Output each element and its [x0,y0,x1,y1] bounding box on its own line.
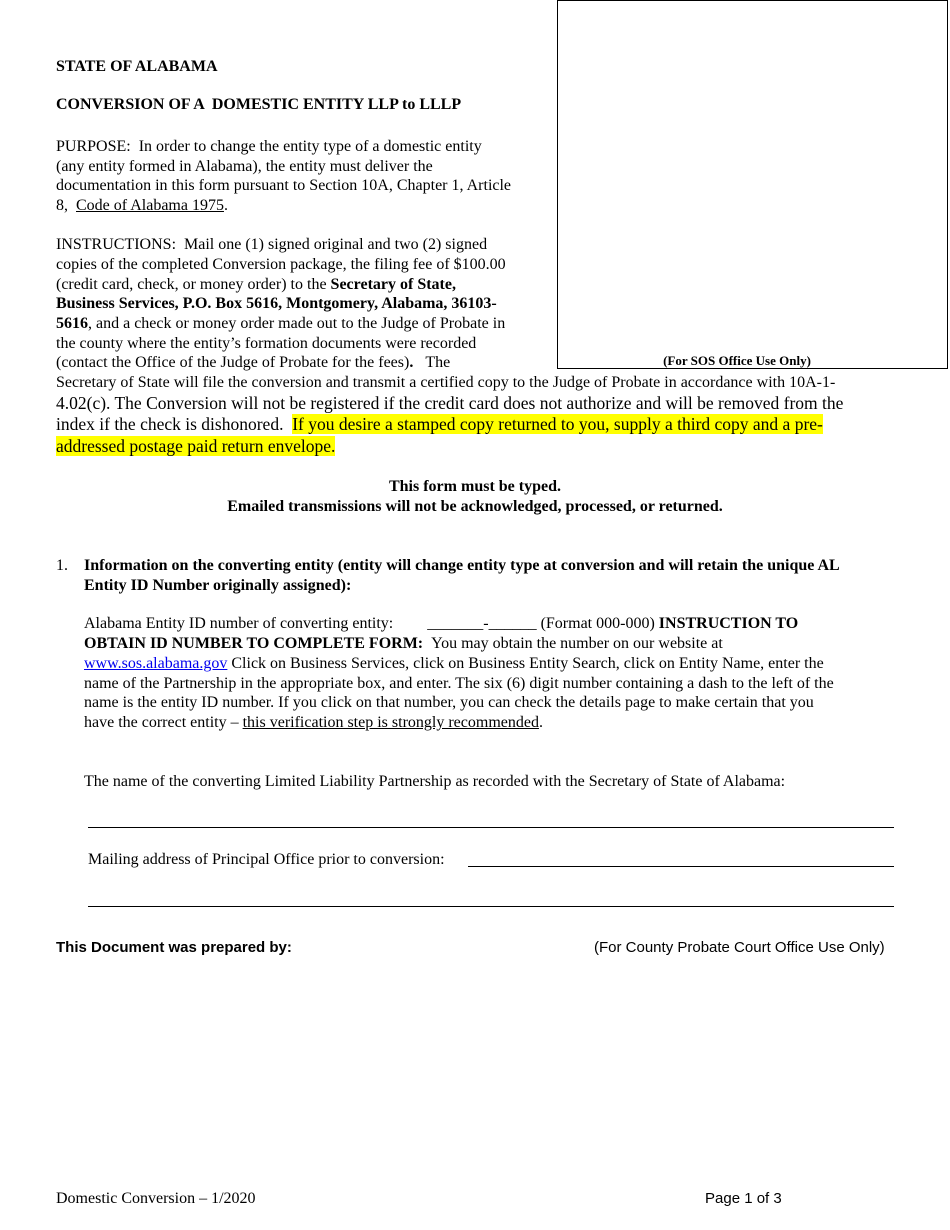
form-title: CONVERSION OF A DOMESTIC ENTITY LLP to LLLP [56,96,462,113]
instructions-line-1 [56,235,487,255]
purpose-text-4: 8, [56,197,68,214]
entity-id-text-3: Click on Business Services, click on Business Entity Search, click on Entity Name, enter the [231,655,824,672]
highlight-text-1: If you desire a stamped copy returned to you, supply a third copy and a pre- [292,414,823,434]
typed-notice: This form must be typed. [388,478,561,495]
entity-id-line-5: name is the entity ID number. If you click on that number, you can check the details page to make certain that you [84,694,814,711]
mailing-address-field-2[interactable] [88,906,894,907]
purpose-line-3: documentation in this form pursuant to Section 10A, Chapter 1, Article [56,177,512,194]
entity-id-label: Alabama Entity ID number of converting entity: [84,615,394,632]
instructions-text-10: index if the check is dishonored. [56,414,284,434]
purpose-text-1: In order to change the entity type of a domestic entity [138,138,482,155]
entity-id-line-4: name of the Partnership in the appropriate box, and enter. The six (6) digit number containing a dash to the left of the [84,675,834,692]
section-heading-2: Entity ID Number originally assigned): [84,577,352,594]
state-heading: STATE OF ALABAMA [56,58,218,75]
entity-id-line-1 [84,614,798,634]
purpose-line-4 [56,196,228,216]
entity-id-format: (Format 000-000) [540,615,655,632]
instructions-line-6: the county where the entity’s formation documents were recorded [56,335,477,352]
instructions-text-3: (credit card, check, or money order) to the [56,276,327,293]
sos-address-3: 5616 [56,315,88,332]
instructions-text-5: , and a check or money order made out to the Judge of Probate in [88,315,506,332]
code-of-alabama: Code of Alabama 1975 [76,197,224,214]
verification-note: this verification step is strongly recommended [242,714,539,731]
entity-id-blank[interactable]: _______-______ [427,615,537,632]
emailed-notice: Emailed transmissions will not be acknowledged, processed, or returned. [227,498,723,515]
instructions-text-7: (contact the Office of the Judge of Probate for the fees) [56,354,410,371]
highlight-text-2: addressed postage paid return envelope. [56,436,336,456]
instructions-line-2: copies of the completed Conversion package, the filing fee of $100.00 [56,256,506,273]
instructions-text-1: Mail one (1) signed original and two (2) signed [184,236,488,253]
section-number: 1. [56,557,68,574]
instructions-line-11 [56,436,335,457]
entity-id-line-2 [84,634,723,654]
entity-id-line-6 [84,713,543,733]
footer-form-id: Domestic Conversion – 1/2020 [56,1190,256,1207]
instructions-label: INSTRUCTIONS: [56,236,177,253]
sos-office-use-box [557,0,948,369]
entity-id-period: . [538,714,543,731]
mailing-address-field[interactable] [468,866,894,867]
county-probate-caption: (For County Probate Court Office Use Only) [594,939,885,956]
instructions-text-7b: The [425,354,451,371]
instruction-heading-1: INSTRUCTION TO [658,615,799,632]
purpose-label: PURPOSE: [56,138,131,155]
sos-address-1: Secretary of State, [330,276,456,293]
sos-website-link[interactable]: www.sos.alabama.gov [84,655,228,672]
purpose-period: . [223,197,228,214]
instructions-line-7 [56,353,450,373]
partnership-name-label: The name of the converting Limited Liability Partnership as recorded with the Secretary of State of Alabama: [84,773,786,790]
sos-address-2: Business Services, P.O. Box 5616, Montgomery, Alabama, 36103- [56,295,497,312]
section-heading-1: Information on the converting entity (entity will change entity type at conversion and will retain the unique AL [84,557,840,574]
sos-office-use-caption: (For SOS Office Use Only) [663,353,811,368]
instructions-line-9: 4.02(c). The Conversion will not be registered if the credit card does not authorize and will be removed from the [56,393,844,413]
prepared-by-label: This Document was prepared by: [56,939,292,956]
instruction-heading-2: OBTAIN ID NUMBER TO COMPLETE FORM: [84,635,424,652]
purpose-line-1 [56,137,482,157]
entity-id-text-6: have the correct entity – [84,714,239,731]
instructions-line-10 [56,414,823,435]
instructions-bold-period: . [409,354,414,371]
purpose-line-2: (any entity formed in Alabama), the entity must deliver the [56,158,433,175]
partnership-name-field[interactable] [88,827,894,828]
instructions-line-5 [56,314,505,334]
page-number: Page 1 of 3 [705,1190,782,1207]
entity-id-line-3 [84,654,824,674]
instructions-line-3 [56,275,456,295]
entity-id-text-2: You may obtain the number on our website at [431,635,723,652]
mailing-address-label: Mailing address of Principal Office prior to conversion: [88,851,445,868]
instructions-line-8: Secretary of State will file the conversion and transmit a certified copy to the Judge of Probate in accordance with 10A-1- [56,374,836,391]
